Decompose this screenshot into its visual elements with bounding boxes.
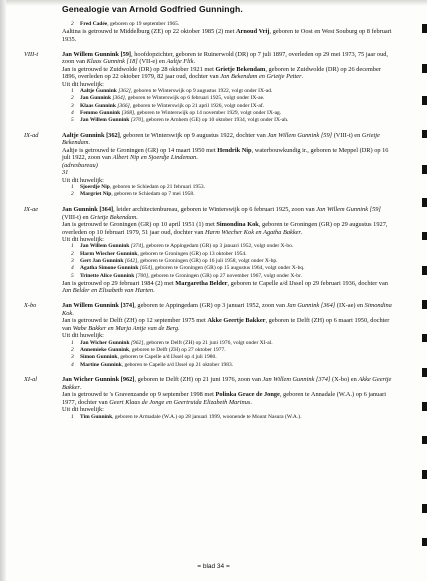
note-line: 31 <box>62 169 69 177</box>
text-span: . <box>178 324 180 332</box>
child-number: 3 <box>71 258 74 265</box>
binder-mark <box>422 470 427 479</box>
child-details: , geboren te Appingedam (GR) op 3 januari 1952, volgt onder X-bo. <box>143 243 294 250</box>
text-span: Jan Wicher Gunnink [962] <box>62 376 135 384</box>
child-details: , geboren te Winterswijk op 21 april 1926, volgt onder IX-af. <box>129 102 265 109</box>
child-item <box>62 103 394 110</box>
person-line <box>62 132 394 147</box>
text-span: Simondina Kok <box>216 221 259 229</box>
text-span: Grietje Bekendam <box>215 65 266 73</box>
genealogy-entry <box>24 206 394 295</box>
binder-mark <box>422 300 427 309</box>
text-span: Akke Geertje Bakker <box>62 376 392 391</box>
child-number: 1 <box>71 339 74 346</box>
child-number: 5 <box>71 117 74 124</box>
text-span: Jan Willem Gunnink [59] <box>267 131 333 139</box>
marriage-line <box>62 147 394 162</box>
children-heading: Uit dit huwelijk: <box>62 332 104 340</box>
text-span: Grietje Bekendam <box>62 131 380 147</box>
children-heading: Uit dit huwelijk: <box>62 406 104 414</box>
child-item <box>62 414 394 421</box>
child-item <box>62 184 394 191</box>
text-span: Grietje Bekendam <box>90 213 137 221</box>
text-span: Jan Bekendam en Grietje Petter <box>220 73 302 81</box>
children-heading: Uit dit huwelijk: <box>62 236 104 244</box>
binder-mark <box>422 402 427 411</box>
child-name: Femmo Gunnink <box>80 109 121 116</box>
binder-mark <box>422 130 427 138</box>
binder-mark <box>422 232 427 240</box>
child-number: 2 <box>71 95 74 102</box>
child-number: 1 <box>71 184 74 191</box>
child-number: 4 <box>71 361 74 368</box>
text-span: Aaltje Gunnink [362] <box>62 131 120 139</box>
child-details: , geboren te Delft (ZH) op 21 juni 1976, volgt onder XI-al. <box>143 339 273 346</box>
child-item <box>62 265 394 272</box>
child-number: 1 <box>71 87 74 94</box>
generation-code: VIII-t <box>24 50 39 58</box>
text-span: Jan is getrouwd te Groningen (GR) op 10 april 1951 (1) met <box>62 221 217 229</box>
child-item <box>62 347 394 354</box>
text-span: Jan Willem Gunnink [59] <box>316 206 381 214</box>
text-span: . <box>193 58 196 66</box>
text-span: Jan Gunnink [364] <box>62 206 114 214</box>
child-item <box>62 191 394 198</box>
text-span: Jan Willem Gunnink [374] <box>62 302 135 310</box>
text-span: Harm Wiecher Kok en Agatha Bakker <box>205 228 301 236</box>
binder-mark <box>422 504 427 513</box>
binder-mark <box>422 436 427 444</box>
marriage-line <box>62 66 394 81</box>
child-item <box>62 273 394 280</box>
child-ref: [962] <box>129 339 144 346</box>
child-number: 1 <box>71 413 74 420</box>
child-name: Jan Wicher Gunnink <box>80 339 130 346</box>
second-marriage-line <box>62 280 394 295</box>
child-name: Annemieke Gunnink <box>80 346 130 353</box>
child-ref: [374] <box>129 243 144 250</box>
child-name: Simon Gunnink <box>80 354 118 361</box>
genealogy-entry <box>24 302 394 368</box>
child-name: Agatha Simone Gunnink <box>80 265 139 272</box>
text-span: Aaltje Flik <box>166 58 194 66</box>
text-span: , geboren te Annadale (W.A.) op 6 januari 1977, dochter van <box>62 391 387 406</box>
child-details: , geboren te Groningen (GR) op 27 november 1967, volgt onder X-br. <box>148 272 302 279</box>
person-line <box>62 206 394 221</box>
note-line: (adresbureau) <box>62 161 98 169</box>
text-span: Jan Willem Gunnink [59] <box>62 50 132 58</box>
text-span: Akke Geertje Bakker <box>207 317 266 325</box>
child-details: , geboren te Schiedam op 7 mei 1958. <box>111 191 195 198</box>
generation-code: IX-ad <box>24 131 39 139</box>
marriage-line <box>62 391 394 406</box>
child-details: , geboren te Arnhem (GE) op 10 oktober 1934, volgt onder IX-ah. <box>143 117 289 124</box>
child-number: 5 <box>71 272 74 279</box>
binder-mark <box>422 198 427 207</box>
child-name: Harm Wiecher Gunnink <box>80 250 138 257</box>
child-item <box>62 340 394 347</box>
entry-gap <box>62 295 394 303</box>
text-span: (VIII-t) en <box>62 213 91 221</box>
text-span: , leider architectenbureau, geboren te Winterswijk op 6 februari 1925, zoon van <box>113 206 317 214</box>
child-name: Jan Willem Gunnink <box>80 117 130 124</box>
text-span: (VII-e) en <box>137 58 167 66</box>
child-name: Gert Jan Gunnink <box>80 258 124 265</box>
children-heading: Uit dit huwelijk: <box>62 176 104 184</box>
text-span: , hoofdopzichter, geboren te Ruinerwold (DR) op 7 juli 1897, overleden op 29 mei 1973, 75 jaar oud, zoon van <box>62 50 389 66</box>
text-span: . <box>301 73 304 81</box>
binder-mark <box>422 165 427 174</box>
text-span: Geert Klaas de Jonge en Geertruida Elizabeth Marinus <box>109 398 251 406</box>
child-number: 4 <box>71 109 74 116</box>
text-span: . <box>153 287 155 295</box>
page-header: Genealogie van Arnold Godfried Gunningh. <box>62 4 243 14</box>
text-span: Jan Gunnink [364] <box>286 302 336 310</box>
child-number: 4 <box>71 265 74 272</box>
entry-gap <box>62 124 394 132</box>
text-span: Jan is getrouwd op 29 februari 1984 (2) met <box>62 279 176 287</box>
text-span: , geboren te Appingedam (GR) op 3 januari 1952, zoon van <box>134 302 287 310</box>
text-span: Simondina Kok <box>62 302 392 317</box>
child-name: Klaas Gunnink <box>80 102 116 109</box>
child-name: Margriet Nip <box>80 191 112 198</box>
intro-child: 2 Fred Cadée, geboren op 19 september 1965. <box>71 21 180 27</box>
children-heading: Uit dit huwelijk: <box>62 80 104 88</box>
child-details: , geboren te Groningen (GR) op 16 juli 1958, volgt onder X-bp. <box>137 258 278 265</box>
child-item <box>62 95 394 102</box>
child-number: 2 <box>71 250 74 257</box>
child-item <box>62 117 394 124</box>
child-ref: [368] <box>120 109 135 116</box>
text-span: (IX-ae) en <box>335 302 365 310</box>
text-span: , geboren te Zuidwolde (DR) op 26 december 1896, overleden op 22 oktober 1979, 82 jaar oud, dochter van <box>62 65 381 81</box>
child-details: , geboren te Capelle a/d IJssel op 21 oktober 1983. <box>121 361 234 368</box>
child-name: Aaltje Gunnink <box>80 87 117 94</box>
text-span: Jan Belder en Elisabeth van Harten <box>62 287 154 295</box>
entry-gap <box>62 369 394 377</box>
child-details: , geboren te Armadale (W.A.) op 28 januari 1999, woonende te Mount Nasura (W.A.). <box>112 413 302 420</box>
child-number: 1 <box>71 243 74 250</box>
marriage-line <box>62 221 394 236</box>
binder-mark <box>422 64 427 73</box>
person-line <box>62 302 394 317</box>
child-ref: [642] <box>123 258 138 265</box>
person-line <box>62 51 394 66</box>
text-span: (VIII-t) en <box>332 131 362 139</box>
child-ref: [366] <box>115 102 130 109</box>
text-span: , waterbouwkundig ir., geboren te Meppel (DR) op 16 juli 1922, zoon van <box>62 146 389 162</box>
text-span: Polinka Grace de Jonge <box>215 391 280 399</box>
child-details: , geboren te Delft (ZH) op 27 oktober 1977. <box>129 346 226 353</box>
text-span: , geboren te Delft (ZH) op 6 maart 1950, dochter van <box>62 317 390 332</box>
child-number: 2 <box>71 346 74 353</box>
child-name: Trinette Alice Gunnink <box>80 272 135 279</box>
generation-code: IX-ae <box>24 206 39 214</box>
child-item <box>62 243 394 250</box>
text-span: . <box>250 398 252 406</box>
child-details: , geboren te Winterswijk op 6 februari 1925, volgt onder IX-ae. <box>124 95 265 102</box>
child-name: Tim Gunnink <box>80 413 113 420</box>
child-ref: [370] <box>129 117 144 124</box>
text-span: Wabe Bakker en Marja Antje van de Berg <box>72 324 179 332</box>
child-ref: [362] <box>116 87 131 94</box>
child-details: , geboren te Schiedam op 21 februari 1953. <box>109 184 205 191</box>
entry-gap <box>62 199 394 207</box>
marriage-line <box>62 317 394 332</box>
child-details: , geboren te Capelle a/d IJssel op 4 juli 1980. <box>117 354 217 361</box>
binder-mark <box>422 538 427 546</box>
page-footer: = blad 34 = <box>197 563 230 570</box>
genealogy-body <box>24 21 394 421</box>
genealogy-entry <box>24 376 394 421</box>
child-name: Sjoerdje Nip <box>80 184 110 191</box>
text-span: . <box>79 383 82 391</box>
binder-mark <box>422 24 427 33</box>
child-ref: [654] <box>138 265 153 272</box>
text-span: . <box>136 213 138 221</box>
text-span: , geboren te Delft (ZH) op 21 juni 1976, zoon van <box>134 376 263 384</box>
child-ref: [364] <box>111 95 125 102</box>
text-span: . <box>72 309 74 317</box>
child-number: 3 <box>71 102 74 109</box>
genealogy-entry <box>24 131 394 199</box>
child-name: Jan Willem Gunnink <box>80 243 130 250</box>
binder-mark <box>422 368 427 377</box>
text-span: Albert Nip en Sjoerdje Lindeman <box>112 154 197 162</box>
child-name: Jan Gunnink <box>80 95 112 102</box>
text-span: Jan Willem Gunnink [374] <box>262 376 331 384</box>
child-item <box>62 362 394 369</box>
child-details: , geboren te Winterswijk op 14 november 1929, volgt onder IX-ag. <box>134 109 282 116</box>
text-span: Jan is getrouwd te Delft (ZH) op 12 september 1975 met <box>62 317 208 325</box>
child-number: 3 <box>71 354 74 361</box>
child-ref: [700] <box>134 272 149 279</box>
intro-marriage-note: Aaltina is getrouwd te Middelburg (ZE) op 22 oktober 1985 (2) met Arnoud Vrij, geboren te Oost en West Souburg op 8 februari 1935. <box>62 28 392 43</box>
text-span: Hendrik Nip <box>217 146 252 154</box>
text-span: . <box>196 154 198 162</box>
generation-code: X-bo <box>24 302 37 310</box>
child-details: , geboren te Winterswijk op 9 augustus 1922, volgt onder IX-ad. <box>130 87 273 94</box>
text-span: Klaas Gunnink [18] <box>86 58 138 66</box>
child-item <box>62 354 394 361</box>
text-span: . <box>300 228 303 236</box>
child-item <box>62 251 394 258</box>
text-span: Jan is getrouwd te 's Gravenzande op 9 september 1998 met <box>62 391 216 399</box>
generation-code: XI-al <box>24 376 38 384</box>
child-details: , geboren te Groningen (GR) op 13 oktober 1954. <box>137 250 247 257</box>
text-span: , geboren te Winterswijk op 9 augustus 1922, dochter van <box>119 131 268 139</box>
text-span: . <box>88 139 91 147</box>
child-number: 2 <box>71 191 74 198</box>
text-span: Aaltje is getrouwd te Groningen (GR) op 14 maart 1950 met <box>62 146 218 154</box>
binder-mark <box>422 334 427 342</box>
entries-list <box>24 50 394 421</box>
binder-mark <box>422 266 427 275</box>
text-span: (X-bo) en <box>330 376 359 384</box>
text-span: , geboren te Groningen (GR) op 29 augustus 1927, overleden op 10 februari 1979, 51 jaar oud, dochter van <box>62 221 388 236</box>
binding-gutter <box>0 0 6 581</box>
text-span: , geboren te Capelle a/d IJssel op 29 februari 1936, dochter van <box>227 279 388 287</box>
text-span: Jan is getrouwd te Zuidwolde (DR) op 28 oktober 1921 met <box>62 65 216 73</box>
genealogy-entry <box>24 50 394 125</box>
child-details: , geboren te Groningen (GR) op 15 augustus 1964, volgt onder X-bq. <box>152 265 305 272</box>
binder-mark <box>422 96 427 105</box>
person-line <box>62 376 394 391</box>
child-name: Martine Gunnink <box>80 361 122 368</box>
text-span: Margaretha Belder <box>175 279 228 287</box>
